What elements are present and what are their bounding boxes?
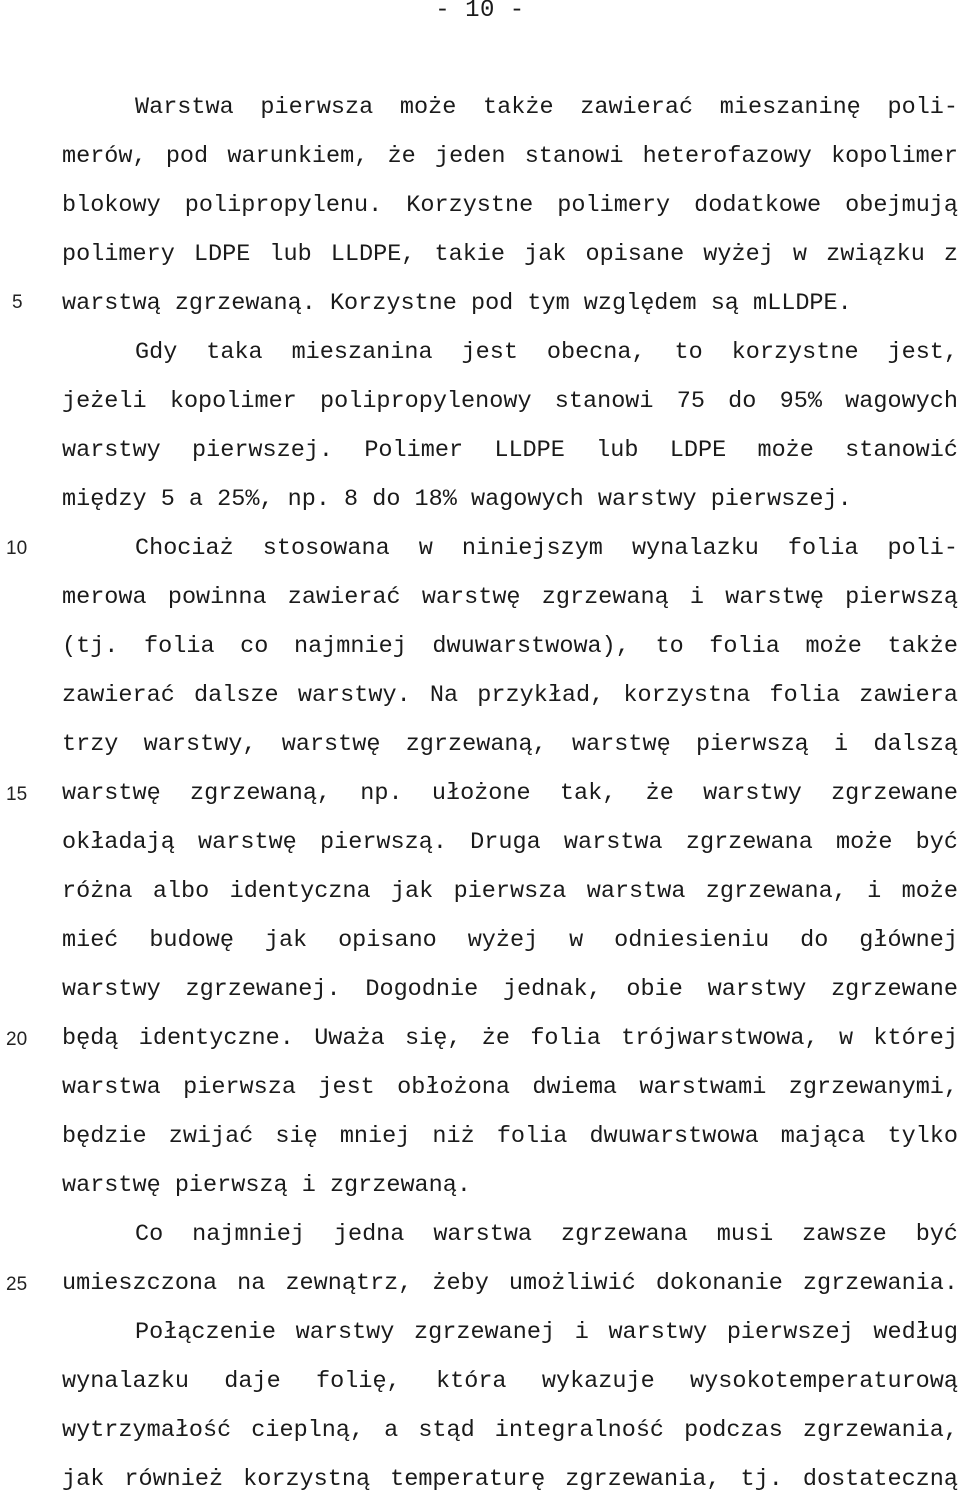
text-line: Gdy taka mieszanina jest obecna, to korzystne jest, — [135, 339, 958, 366]
text-line: jeżeli kopolimer polipropylenowy stanowi 75 do 95% wagowych — [62, 388, 958, 415]
text-line: merów, pod warunkiem, że jeden stanowi heterofazowy kopolimer — [62, 143, 958, 170]
text-line: różna albo identyczna jak pierwsza warstwa zgrzewana, i może — [62, 878, 958, 905]
text-line: zawierać dalsze warstwy. Na przykład, korzystna folia zawiera — [62, 682, 958, 709]
text-line: warstwy zgrzewanej. Dogodnie jednak, obie warstwy zgrzewane — [62, 976, 958, 1003]
text-line: będą identyczne. Uważa się, że folia trójwarstwowa, w której — [62, 1025, 958, 1052]
text-line: warstwę pierwszą i zgrzewaną. — [62, 1172, 471, 1199]
text-line: Chociaż stosowana w niniejszym wynalazku folia poli- — [135, 535, 958, 562]
text-line: będzie zwijać się mniej niż folia dwuwarstwowa mająca tylko — [62, 1123, 958, 1150]
text-line: (tj. folia co najmniej dwuwarstwowa), to folia może także — [62, 633, 958, 660]
text-line: polimery LDPE lub LLDPE, takie jak opisane wyżej w związku z — [62, 241, 958, 268]
text-line: jak również korzystną temperaturę zgrzewania, tj. dostateczną — [62, 1466, 958, 1493]
text-line: warstwę zgrzewaną, np. ułożone tak, że warstwy zgrzewane — [62, 780, 958, 807]
text-line: merowa powinna zawierać warstwę zgrzewaną i warstwę pierwszą — [62, 584, 958, 611]
margin-line-number-25: 25 — [6, 1274, 28, 1295]
text-line: Połączenie warstwy zgrzewanej i warstwy pierwszej według — [135, 1319, 958, 1346]
text-line: trzy warstwy, warstwę zgrzewaną, warstwę pierwszą i dalszą — [62, 731, 958, 758]
text-line: mieć budowę jak opisano wyżej w odniesieniu do głównej — [62, 927, 958, 954]
margin-line-number-5: 5 — [12, 292, 23, 313]
text-line: wytrzymałość cieplną, a stąd integralność podczas zgrzewania, — [62, 1417, 958, 1444]
text-line: warstwa pierwsza jest obłożona dwiema warstwami zgrzewanymi, — [62, 1074, 958, 1101]
text-line: blokowy polipropylenu. Korzystne polimery dodatkowe obejmują — [62, 192, 958, 219]
text-line: Co najmniej jedna warstwa zgrzewana musi zawsze być — [135, 1221, 958, 1248]
page-number: - 10 - — [435, 0, 525, 24]
text-line: warstwy pierwszej. Polimer LLDPE lub LDPE może stanowić — [62, 437, 958, 464]
text-line: Warstwa pierwsza może także zawierać mieszaninę poli- — [135, 94, 958, 121]
margin-line-number-20: 20 — [6, 1029, 28, 1050]
text-line: warstwą zgrzewaną. Korzystne pod tym względem są mLLDPE. — [62, 290, 852, 317]
text-line: umieszczona na zewnątrz, żeby umożliwić dokonanie zgrzewania. — [62, 1270, 958, 1297]
margin-line-number-10: 10 — [6, 538, 28, 559]
text-line: okładają warstwę pierwszą. Druga warstwa zgrzewana może być — [62, 829, 958, 856]
margin-line-number-15: 15 — [6, 784, 28, 805]
text-line: między 5 a 25%, np. 8 do 18% wagowych warstwy pierwszej. — [62, 486, 852, 513]
text-line: wynalazku daje folię, która wykazuje wysokotemperaturową — [62, 1368, 958, 1395]
